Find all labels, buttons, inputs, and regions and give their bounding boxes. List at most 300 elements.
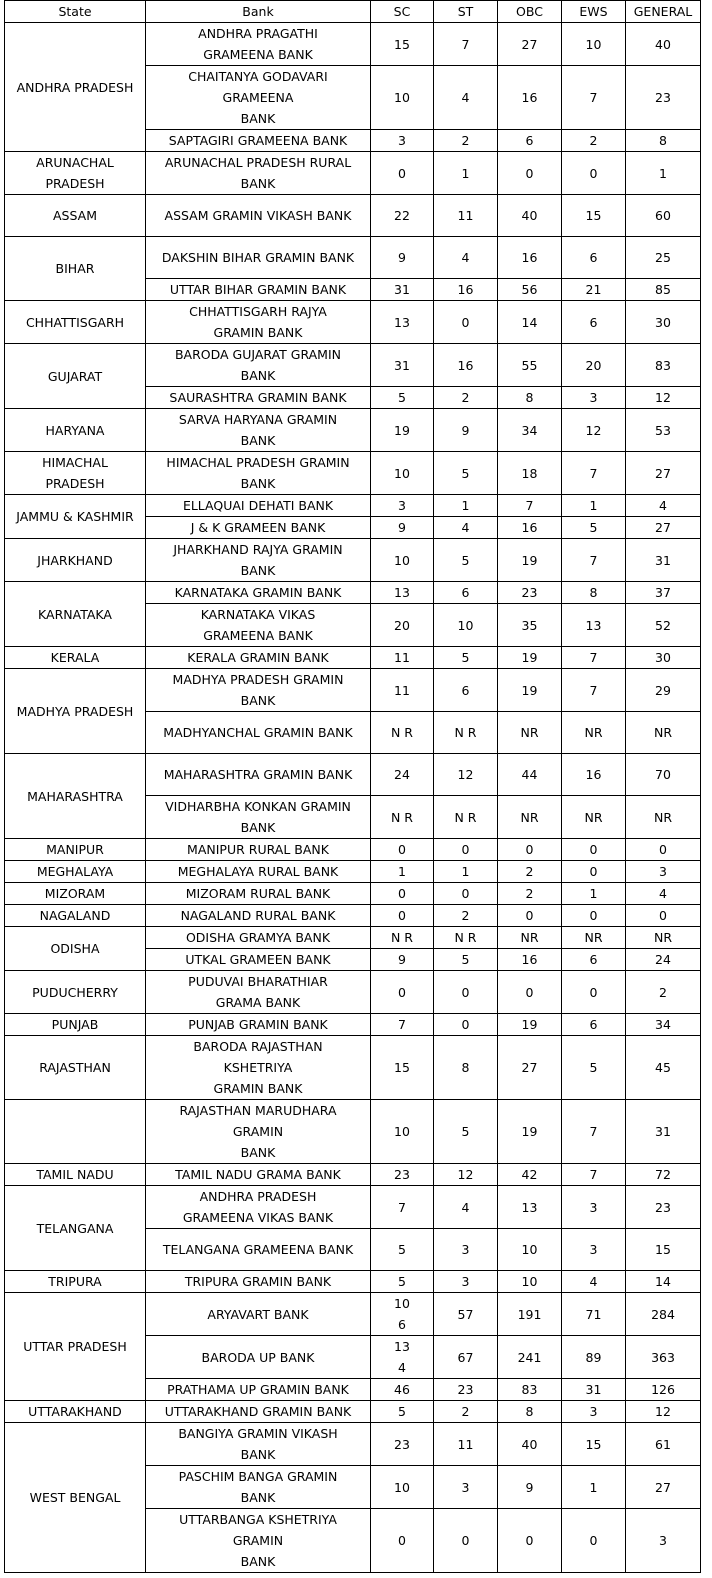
table-row: [5, 539, 701, 582]
ews-cell: 8: [562, 582, 626, 604]
obc-cell: 13: [498, 1186, 562, 1229]
general-cell: 3: [626, 861, 701, 883]
header-sc: SC: [371, 1, 434, 23]
bank-cell: KERALA GRAMIN BANK: [146, 647, 371, 669]
ews-cell: 1: [562, 883, 626, 905]
state-cell: GUJARAT: [5, 344, 146, 409]
st-cell: 7: [434, 23, 498, 66]
st-cell: 3: [434, 1271, 498, 1293]
obc-cell: 191: [498, 1293, 562, 1336]
table-row: [5, 582, 701, 604]
general-cell: 27: [626, 452, 701, 495]
sc-cell: 9: [371, 237, 434, 279]
state-cell: MAHARASHTRA: [5, 754, 146, 839]
table-row: [5, 1423, 701, 1466]
state-cell: ODISHA: [5, 927, 146, 971]
obc-cell: 0: [498, 839, 562, 861]
bank-cell: SAPTAGIRI GRAMEENA BANK: [146, 130, 371, 152]
obc-cell: 55: [498, 344, 562, 387]
st-cell: 9: [434, 409, 498, 452]
state-cell: ASSAM: [5, 195, 146, 237]
bank-cell: ELLAQUAI DEHATI BANK: [146, 495, 371, 517]
obc-cell: 16: [498, 949, 562, 971]
st-cell: 4: [434, 237, 498, 279]
st-cell: 11: [434, 1423, 498, 1466]
st-cell: N R: [434, 927, 498, 949]
ews-cell: 1: [562, 495, 626, 517]
obc-cell: 0: [498, 1509, 562, 1573]
st-cell: 1: [434, 861, 498, 883]
bank-cell: UTTARBANGA KSHETRIYA GRAMIN BANK: [146, 1509, 371, 1573]
general-cell: 45: [626, 1036, 701, 1100]
table-row: [5, 1036, 701, 1100]
table-row: [5, 971, 701, 1014]
sc-cell: 0: [371, 883, 434, 905]
st-cell: 5: [434, 1100, 498, 1164]
table-row: [5, 839, 701, 861]
general-cell: 27: [626, 517, 701, 539]
ews-cell: 31: [562, 1379, 626, 1401]
general-cell: 61: [626, 1423, 701, 1466]
sc-cell: 9: [371, 517, 434, 539]
bank-cell: BARODA UP BANK: [146, 1336, 371, 1379]
sc-cell: 13 4: [371, 1336, 434, 1379]
sc-cell: 1: [371, 861, 434, 883]
table-row: [5, 861, 701, 883]
obc-cell: 19: [498, 1014, 562, 1036]
sc-cell: 10: [371, 66, 434, 130]
general-cell: 29: [626, 669, 701, 712]
sc-cell: 15: [371, 1036, 434, 1100]
ews-cell: 16: [562, 754, 626, 796]
obc-cell: 40: [498, 1423, 562, 1466]
st-cell: 0: [434, 1509, 498, 1573]
sc-cell: 20: [371, 604, 434, 647]
general-cell: 1: [626, 152, 701, 195]
st-cell: 6: [434, 582, 498, 604]
bank-cell: MIZORAM RURAL BANK: [146, 883, 371, 905]
ews-cell: 12: [562, 409, 626, 452]
table-body: [5, 23, 701, 1573]
general-cell: 15: [626, 1229, 701, 1271]
vacancy-table: [4, 0, 701, 1573]
sc-cell: 5: [371, 387, 434, 409]
obc-cell: 27: [498, 23, 562, 66]
ews-cell: NR: [562, 927, 626, 949]
ews-cell: 3: [562, 387, 626, 409]
sc-cell: N R: [371, 796, 434, 839]
obc-cell: 27: [498, 1036, 562, 1100]
general-cell: 85: [626, 279, 701, 301]
state-cell: JAMMU & KASHMIR: [5, 495, 146, 539]
st-cell: 0: [434, 883, 498, 905]
st-cell: N R: [434, 712, 498, 754]
ews-cell: 0: [562, 905, 626, 927]
sc-cell: 23: [371, 1423, 434, 1466]
general-cell: 0: [626, 905, 701, 927]
ews-cell: 4: [562, 1271, 626, 1293]
obc-cell: NR: [498, 712, 562, 754]
bank-cell: UTTARAKHAND GRAMIN BANK: [146, 1401, 371, 1423]
sc-cell: 10 6: [371, 1293, 434, 1336]
ews-cell: 7: [562, 452, 626, 495]
st-cell: 10: [434, 604, 498, 647]
bank-cell: PUDUVAI BHARATHIAR GRAMA BANK: [146, 971, 371, 1014]
state-cell: PUNJAB: [5, 1014, 146, 1036]
table-row: [5, 1100, 701, 1164]
general-cell: 72: [626, 1164, 701, 1186]
general-cell: 37: [626, 582, 701, 604]
obc-cell: NR: [498, 796, 562, 839]
bank-cell: CHAITANYA GODAVARI GRAMEENA BANK: [146, 66, 371, 130]
header-obc: OBC: [498, 1, 562, 23]
sc-cell: 5: [371, 1271, 434, 1293]
sc-cell: N R: [371, 927, 434, 949]
general-cell: 4: [626, 883, 701, 905]
general-cell: 31: [626, 539, 701, 582]
bank-cell: UTKAL GRAMEEN BANK: [146, 949, 371, 971]
obc-cell: 19: [498, 539, 562, 582]
obc-cell: 241: [498, 1336, 562, 1379]
general-cell: 8: [626, 130, 701, 152]
table-row: [5, 1401, 701, 1423]
ews-cell: 0: [562, 152, 626, 195]
general-cell: 4: [626, 495, 701, 517]
bank-cell: JHARKHAND RAJYA GRAMIN BANK: [146, 539, 371, 582]
ews-cell: 0: [562, 971, 626, 1014]
obc-cell: 6: [498, 130, 562, 152]
table-row: [5, 23, 701, 66]
st-cell: 12: [434, 754, 498, 796]
sc-cell: 5: [371, 1229, 434, 1271]
ews-cell: 0: [562, 861, 626, 883]
sc-cell: 3: [371, 130, 434, 152]
general-cell: NR: [626, 712, 701, 754]
st-cell: 5: [434, 647, 498, 669]
bank-cell: ANDHRA PRADESH GRAMEENA VIKAS BANK: [146, 1186, 371, 1229]
bank-cell: MADHYA PRADESH GRAMIN BANK: [146, 669, 371, 712]
bank-cell: VIDHARBHA KONKAN GRAMIN BANK: [146, 796, 371, 839]
state-cell: HARYANA: [5, 409, 146, 452]
sc-cell: 11: [371, 647, 434, 669]
state-cell: TELANGANA: [5, 1186, 146, 1271]
general-cell: 3: [626, 1509, 701, 1573]
state-cell: TRIPURA: [5, 1271, 146, 1293]
obc-cell: 19: [498, 669, 562, 712]
table-row: [5, 195, 701, 237]
sc-cell: 0: [371, 1509, 434, 1573]
obc-cell: 2: [498, 861, 562, 883]
sc-cell: N R: [371, 712, 434, 754]
obc-cell: 16: [498, 66, 562, 130]
st-cell: 16: [434, 344, 498, 387]
st-cell: 0: [434, 971, 498, 1014]
sc-cell: 10: [371, 1466, 434, 1509]
general-cell: 126: [626, 1379, 701, 1401]
general-cell: 23: [626, 66, 701, 130]
ews-cell: 3: [562, 1229, 626, 1271]
ews-cell: 13: [562, 604, 626, 647]
st-cell: 2: [434, 387, 498, 409]
state-cell: ANDHRA PRADESH: [5, 23, 146, 152]
sc-cell: 3: [371, 495, 434, 517]
ews-cell: 10: [562, 23, 626, 66]
st-cell: 6: [434, 669, 498, 712]
st-cell: 11: [434, 195, 498, 237]
general-cell: 70: [626, 754, 701, 796]
bank-cell: PRATHAMA UP GRAMIN BANK: [146, 1379, 371, 1401]
general-cell: 12: [626, 387, 701, 409]
obc-cell: 7: [498, 495, 562, 517]
st-cell: 5: [434, 949, 498, 971]
sc-cell: 0: [371, 839, 434, 861]
general-cell: 2: [626, 971, 701, 1014]
ews-cell: 5: [562, 1036, 626, 1100]
general-cell: 52: [626, 604, 701, 647]
bank-cell: RAJASTHAN MARUDHARA GRAMIN BANK: [146, 1100, 371, 1164]
ews-cell: 20: [562, 344, 626, 387]
table-row: [5, 452, 701, 495]
bank-cell: DAKSHIN BIHAR GRAMIN BANK: [146, 237, 371, 279]
general-cell: 34: [626, 1014, 701, 1036]
ews-cell: 5: [562, 517, 626, 539]
bank-cell: KARNATAKA GRAMIN BANK: [146, 582, 371, 604]
state-cell: NAGALAND: [5, 905, 146, 927]
obc-cell: 2: [498, 883, 562, 905]
st-cell: 16: [434, 279, 498, 301]
general-cell: 53: [626, 409, 701, 452]
ews-cell: 0: [562, 1509, 626, 1573]
ews-cell: 7: [562, 1100, 626, 1164]
bank-cell: TAMIL NADU GRAMA BANK: [146, 1164, 371, 1186]
sc-cell: 15: [371, 23, 434, 66]
table-row: [5, 237, 701, 279]
bank-cell: KARNATAKA VIKAS GRAMEENA BANK: [146, 604, 371, 647]
general-cell: 30: [626, 301, 701, 344]
obc-cell: 0: [498, 971, 562, 1014]
general-cell: 24: [626, 949, 701, 971]
sc-cell: 11: [371, 669, 434, 712]
ews-cell: 7: [562, 647, 626, 669]
table-row: [5, 647, 701, 669]
st-cell: 0: [434, 301, 498, 344]
state-cell: MEGHALAYA: [5, 861, 146, 883]
sc-cell: 22: [371, 195, 434, 237]
ews-cell: NR: [562, 712, 626, 754]
st-cell: 57: [434, 1293, 498, 1336]
general-cell: 27: [626, 1466, 701, 1509]
st-cell: N R: [434, 796, 498, 839]
ews-cell: 1: [562, 1466, 626, 1509]
header-row: [5, 1, 701, 23]
general-cell: 40: [626, 23, 701, 66]
bank-cell: ASSAM GRAMIN VIKASH BANK: [146, 195, 371, 237]
st-cell: 0: [434, 1014, 498, 1036]
ews-cell: 7: [562, 1164, 626, 1186]
obc-cell: 35: [498, 604, 562, 647]
obc-cell: 56: [498, 279, 562, 301]
obc-cell: 8: [498, 387, 562, 409]
table-row: [5, 152, 701, 195]
ews-cell: NR: [562, 796, 626, 839]
bank-cell: ANDHRA PRAGATHI GRAMEENA BANK: [146, 23, 371, 66]
state-cell: MIZORAM: [5, 883, 146, 905]
st-cell: 3: [434, 1466, 498, 1509]
general-cell: NR: [626, 796, 701, 839]
state-cell: MANIPUR: [5, 839, 146, 861]
general-cell: 14: [626, 1271, 701, 1293]
obc-cell: 10: [498, 1229, 562, 1271]
bank-cell: MAHARASHTRA GRAMIN BANK: [146, 754, 371, 796]
bank-cell: PASCHIM BANGA GRAMIN BANK: [146, 1466, 371, 1509]
st-cell: 2: [434, 1401, 498, 1423]
st-cell: 1: [434, 152, 498, 195]
obc-cell: 0: [498, 152, 562, 195]
general-cell: 0: [626, 839, 701, 861]
sc-cell: 7: [371, 1014, 434, 1036]
obc-cell: 16: [498, 237, 562, 279]
ews-cell: 7: [562, 539, 626, 582]
st-cell: 0: [434, 839, 498, 861]
ews-cell: 7: [562, 66, 626, 130]
ews-cell: 2: [562, 130, 626, 152]
sc-cell: 0: [371, 152, 434, 195]
sc-cell: 7: [371, 1186, 434, 1229]
header-bank: Bank: [146, 1, 371, 23]
st-cell: 12: [434, 1164, 498, 1186]
header-ews: EWS: [562, 1, 626, 23]
state-cell: CHHATTISGARH: [5, 301, 146, 344]
state-cell: UTTAR PRADESH: [5, 1293, 146, 1401]
general-cell: 60: [626, 195, 701, 237]
obc-cell: 40: [498, 195, 562, 237]
ews-cell: 7: [562, 669, 626, 712]
ews-cell: 89: [562, 1336, 626, 1379]
sc-cell: 9: [371, 949, 434, 971]
state-cell: KARNATAKA: [5, 582, 146, 647]
sc-cell: 10: [371, 452, 434, 495]
state-cell: UTTARAKHAND: [5, 1401, 146, 1423]
st-cell: 4: [434, 1186, 498, 1229]
general-cell: 31: [626, 1100, 701, 1164]
sc-cell: 13: [371, 582, 434, 604]
bank-cell: BANGIYA GRAMIN VIKASH BANK: [146, 1423, 371, 1466]
st-cell: 8: [434, 1036, 498, 1100]
table-row: [5, 1186, 701, 1229]
bank-cell: SARVA HARYANA GRAMIN BANK: [146, 409, 371, 452]
bank-cell: MANIPUR RURAL BANK: [146, 839, 371, 861]
bank-cell: ARYAVART BANK: [146, 1293, 371, 1336]
header-st: ST: [434, 1, 498, 23]
general-cell: 25: [626, 237, 701, 279]
st-cell: 2: [434, 905, 498, 927]
bank-cell: TELANGANA GRAMEENA BANK: [146, 1229, 371, 1271]
state-cell: TAMIL NADU: [5, 1164, 146, 1186]
header-general: GENERAL: [626, 1, 701, 23]
table-row: [5, 1164, 701, 1186]
obc-cell: 0: [498, 905, 562, 927]
sc-cell: 13: [371, 301, 434, 344]
table-row: [5, 495, 701, 517]
bank-cell: MADHYANCHAL GRAMIN BANK: [146, 712, 371, 754]
sc-cell: 19: [371, 409, 434, 452]
bank-cell: ODISHA GRAMYA BANK: [146, 927, 371, 949]
st-cell: 67: [434, 1336, 498, 1379]
bank-cell: MEGHALAYA RURAL BANK: [146, 861, 371, 883]
obc-cell: 18: [498, 452, 562, 495]
obc-cell: NR: [498, 927, 562, 949]
sc-cell: 5: [371, 1401, 434, 1423]
general-cell: 363: [626, 1336, 701, 1379]
table-row: [5, 1293, 701, 1336]
state-cell: [5, 1100, 146, 1164]
bank-cell: J & K GRAMEEN BANK: [146, 517, 371, 539]
state-cell: BIHAR: [5, 237, 146, 301]
sc-cell: 0: [371, 971, 434, 1014]
table-row: [5, 669, 701, 712]
sc-cell: 31: [371, 344, 434, 387]
table-row: [5, 1271, 701, 1293]
obc-cell: 42: [498, 1164, 562, 1186]
ews-cell: 6: [562, 1014, 626, 1036]
table-row: [5, 344, 701, 387]
obc-cell: 8: [498, 1401, 562, 1423]
st-cell: 23: [434, 1379, 498, 1401]
sc-cell: 10: [371, 1100, 434, 1164]
obc-cell: 9: [498, 1466, 562, 1509]
obc-cell: 14: [498, 301, 562, 344]
general-cell: 23: [626, 1186, 701, 1229]
state-cell: ARUNACHAL PRADESH: [5, 152, 146, 195]
obc-cell: 44: [498, 754, 562, 796]
obc-cell: 23: [498, 582, 562, 604]
sc-cell: 23: [371, 1164, 434, 1186]
bank-cell: BARODA RAJASTHAN KSHETRIYA GRAMIN BANK: [146, 1036, 371, 1100]
st-cell: 2: [434, 130, 498, 152]
table-row: [5, 905, 701, 927]
bank-cell: PUNJAB GRAMIN BANK: [146, 1014, 371, 1036]
ews-cell: 6: [562, 301, 626, 344]
obc-cell: 19: [498, 1100, 562, 1164]
general-cell: 83: [626, 344, 701, 387]
table-row: [5, 409, 701, 452]
state-cell: HIMACHAL PRADESH: [5, 452, 146, 495]
sc-cell: 31: [371, 279, 434, 301]
state-cell: MADHYA PRADESH: [5, 669, 146, 754]
sc-cell: 24: [371, 754, 434, 796]
table-row: [5, 301, 701, 344]
obc-cell: 16: [498, 517, 562, 539]
state-cell: WEST BENGAL: [5, 1423, 146, 1573]
st-cell: 4: [434, 517, 498, 539]
state-cell: PUDUCHERRY: [5, 971, 146, 1014]
header-state: State: [5, 1, 146, 23]
general-cell: 30: [626, 647, 701, 669]
st-cell: 5: [434, 452, 498, 495]
general-cell: 284: [626, 1293, 701, 1336]
obc-cell: 19: [498, 647, 562, 669]
bank-cell: UTTAR BIHAR GRAMIN BANK: [146, 279, 371, 301]
ews-cell: 15: [562, 1423, 626, 1466]
ews-cell: 6: [562, 237, 626, 279]
st-cell: 1: [434, 495, 498, 517]
ews-cell: 6: [562, 949, 626, 971]
table-row: [5, 1014, 701, 1036]
table-row: [5, 927, 701, 949]
state-cell: KERALA: [5, 647, 146, 669]
bank-cell: ARUNACHAL PRADESH RURAL BANK: [146, 152, 371, 195]
ews-cell: 0: [562, 839, 626, 861]
